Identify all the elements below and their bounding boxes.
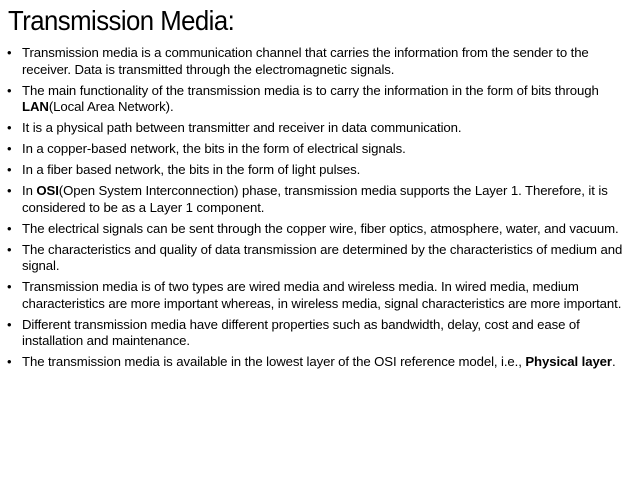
bullet-marker: • — [7, 220, 12, 236]
bullet-text: In — [22, 183, 37, 199]
bullet-text: The electrical signals can be sent through the copper wire, fiber optics, atmosphere, water, and vacuum. — [22, 220, 619, 236]
slide-title: Transmission Media: — [8, 5, 235, 36]
bullet-text: The main functionality of the transmission media is to carry the information in the form of bits through — [22, 82, 599, 98]
bold-term: LAN — [22, 99, 49, 115]
bullet-marker: • — [7, 279, 12, 295]
bullet-text: The transmission media is available in the lowest layer of the OSI reference model, i.e., — [22, 354, 526, 370]
bullet-marker: • — [7, 120, 12, 136]
bullet-text: (Local Area Network). — [48, 99, 174, 115]
bullet-marker: • — [7, 45, 12, 60]
bullet-marker: • — [7, 82, 12, 98]
bullet-text: In a fiber based network, the bits in the form of light pulses. — [22, 162, 361, 178]
bullet-text: The characteristics and quality of data transmission are determined by the characteristics of medium and signal. — [22, 241, 623, 274]
bullet-item — [6, 221, 634, 238]
bullet-text: . — [611, 354, 616, 370]
bullet-list — [6, 45, 634, 375]
bullet-item — [6, 45, 634, 78]
bold-term: OSI — [36, 183, 59, 199]
bullet-marker: • — [7, 141, 12, 157]
bold-term: Physical layer — [525, 354, 612, 370]
bullet-item — [6, 242, 634, 275]
bullet-marker: • — [7, 316, 12, 332]
bullet-text: In a copper-based network, the bits in the form of electrical signals. — [22, 141, 406, 157]
bullet-text: Transmission media is a communication channel that carries the information from the sender to the receiver. Data is transmitted through the electromagnetic signals. — [22, 45, 589, 77]
bullet-item — [6, 279, 634, 312]
bullet-text: Different transmission media have different properties such as bandwidth, delay, cost and ease of installation and maintenance. — [22, 316, 580, 349]
bullet-marker: • — [7, 183, 12, 199]
bullet-text: It is a physical path between transmitter and receiver in data communication. — [22, 120, 462, 136]
bullet-text: Transmission media is of two types are wired media and wireless media. In wired media, medium characteristics are more important whereas, in wireless media, signal characteristics are more important. — [22, 279, 622, 311]
bullet-item — [6, 183, 634, 216]
bullet-item — [6, 162, 634, 179]
bullet-item — [6, 317, 634, 350]
bullet-item — [6, 354, 634, 371]
bullet-item — [6, 83, 634, 116]
bullet-marker: • — [7, 162, 12, 178]
bullet-item — [6, 141, 634, 158]
bullet-marker: • — [7, 354, 12, 370]
bullet-item — [6, 120, 634, 137]
bullet-text: (Open System Interconnection) phase, transmission media supports the Layer 1. Therefore, it is considered to be as a Layer 1 component. — [22, 183, 608, 215]
bullet-marker: • — [7, 241, 12, 257]
